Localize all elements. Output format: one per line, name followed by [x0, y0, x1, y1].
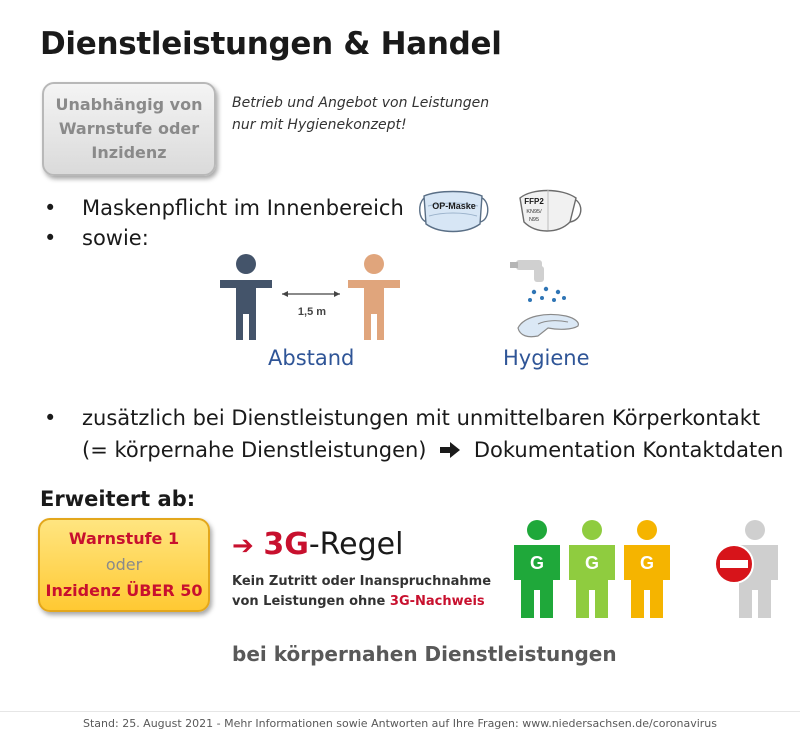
- warnstufe-or: oder: [105, 555, 143, 574]
- independent-box: [42, 82, 216, 176]
- hint-line: nur mit Hygienekonzept!: [232, 117, 407, 133]
- bullet-contact-line2: [82, 434, 783, 466]
- warnstufe-line: Warnstufe 1: [68, 529, 180, 548]
- person-blue-icon: [220, 254, 272, 340]
- incidence-line: Inzidenz ÜBER 50: [45, 581, 203, 600]
- bullet-also: [44, 222, 149, 254]
- handwash-icon: [508, 256, 584, 342]
- hint-line: Betrieb und Angebot von Leistungen: [232, 95, 490, 111]
- warnstufe-box: [38, 518, 210, 612]
- op-mask-icon: [418, 182, 490, 242]
- distance-arrowhead-right: [334, 291, 340, 297]
- distance-icon: [218, 252, 408, 347]
- person-recovered-icon: [569, 520, 615, 618]
- rule-suffix: -Regel: [308, 527, 404, 562]
- distance-value: 1,5 m: [297, 306, 327, 318]
- distance-arrowhead-left: [282, 291, 288, 297]
- ffp2-sub-label: N95: [528, 217, 540, 223]
- op-mask-label: OP-Maske: [432, 201, 476, 211]
- hygiene-label: Hygiene: [503, 346, 590, 370]
- bullet-contact-text: zusätzlich bei Dienstleistungen mit unmittelbaren Körperkontakt: [82, 406, 761, 430]
- footer-divider: [0, 711, 800, 712]
- person-tested-icon: [624, 520, 670, 618]
- ffp2-mask-icon: [512, 182, 584, 242]
- no-entry-icon: [715, 545, 753, 583]
- independent-box-line: Unabhängig von: [55, 95, 203, 114]
- bullet-contact: [44, 402, 760, 434]
- rule-desc-3g-proof: 3G-Nachweis: [389, 594, 485, 609]
- independent-box-line: Inzidenz: [91, 143, 167, 162]
- g-letter: G: [639, 553, 655, 573]
- bullet-dot: •: [44, 226, 57, 250]
- contact-prefix: (= körpernahe Dienstleistungen): [82, 438, 427, 462]
- rule-description: [232, 572, 491, 612]
- bullet-dot: •: [44, 406, 57, 430]
- extended-heading: Erweitert ab:: [40, 487, 196, 511]
- person-vaccinated-icon: [514, 520, 560, 618]
- 3g-figures: [512, 518, 792, 620]
- bullet-dot: •: [44, 196, 57, 220]
- hands-icon: [518, 315, 578, 337]
- ffp2-sub-label: KN95/: [526, 209, 542, 215]
- arrow-right-icon: [439, 441, 461, 459]
- bullet-also-text: sowie:: [82, 226, 149, 250]
- rule-desc-line: Kein Zutritt oder Inanspruchnahme: [232, 574, 492, 589]
- g-letter: G: [584, 553, 600, 573]
- bullet-mask: [44, 192, 404, 224]
- contact-suffix: Dokumentation Kontaktdaten: [473, 438, 784, 462]
- page-title: Dienstleistungen & Handel: [40, 26, 502, 62]
- bullet-mask-text: Maskenpflicht im Innenbereich: [82, 196, 404, 220]
- g-letter: G: [529, 553, 545, 573]
- rule-desc-line2: [232, 592, 491, 612]
- footer-text: Stand: 25. August 2021 - Mehr Informationen sowie Antworten auf Ihre Fragen: www.niedersachsen.de/coronavirus: [83, 717, 717, 730]
- rule-desc-prefix: von Leistungen ohne: [232, 594, 390, 609]
- hygiene-concept-note: [232, 92, 489, 136]
- ffp2-label: FFP2: [524, 197, 544, 206]
- close-contact-note: bei körpernahen Dienstleistungen: [232, 642, 617, 666]
- person-orange-icon: [348, 254, 400, 340]
- independent-box-line: Warnstufe oder: [58, 119, 200, 138]
- rule-heading: [232, 527, 403, 562]
- water-drops-icon: [528, 287, 566, 302]
- arrow-right-icon: ➔: [232, 531, 254, 561]
- distance-label: Abstand: [268, 346, 355, 370]
- rule-3g: 3G: [263, 527, 309, 562]
